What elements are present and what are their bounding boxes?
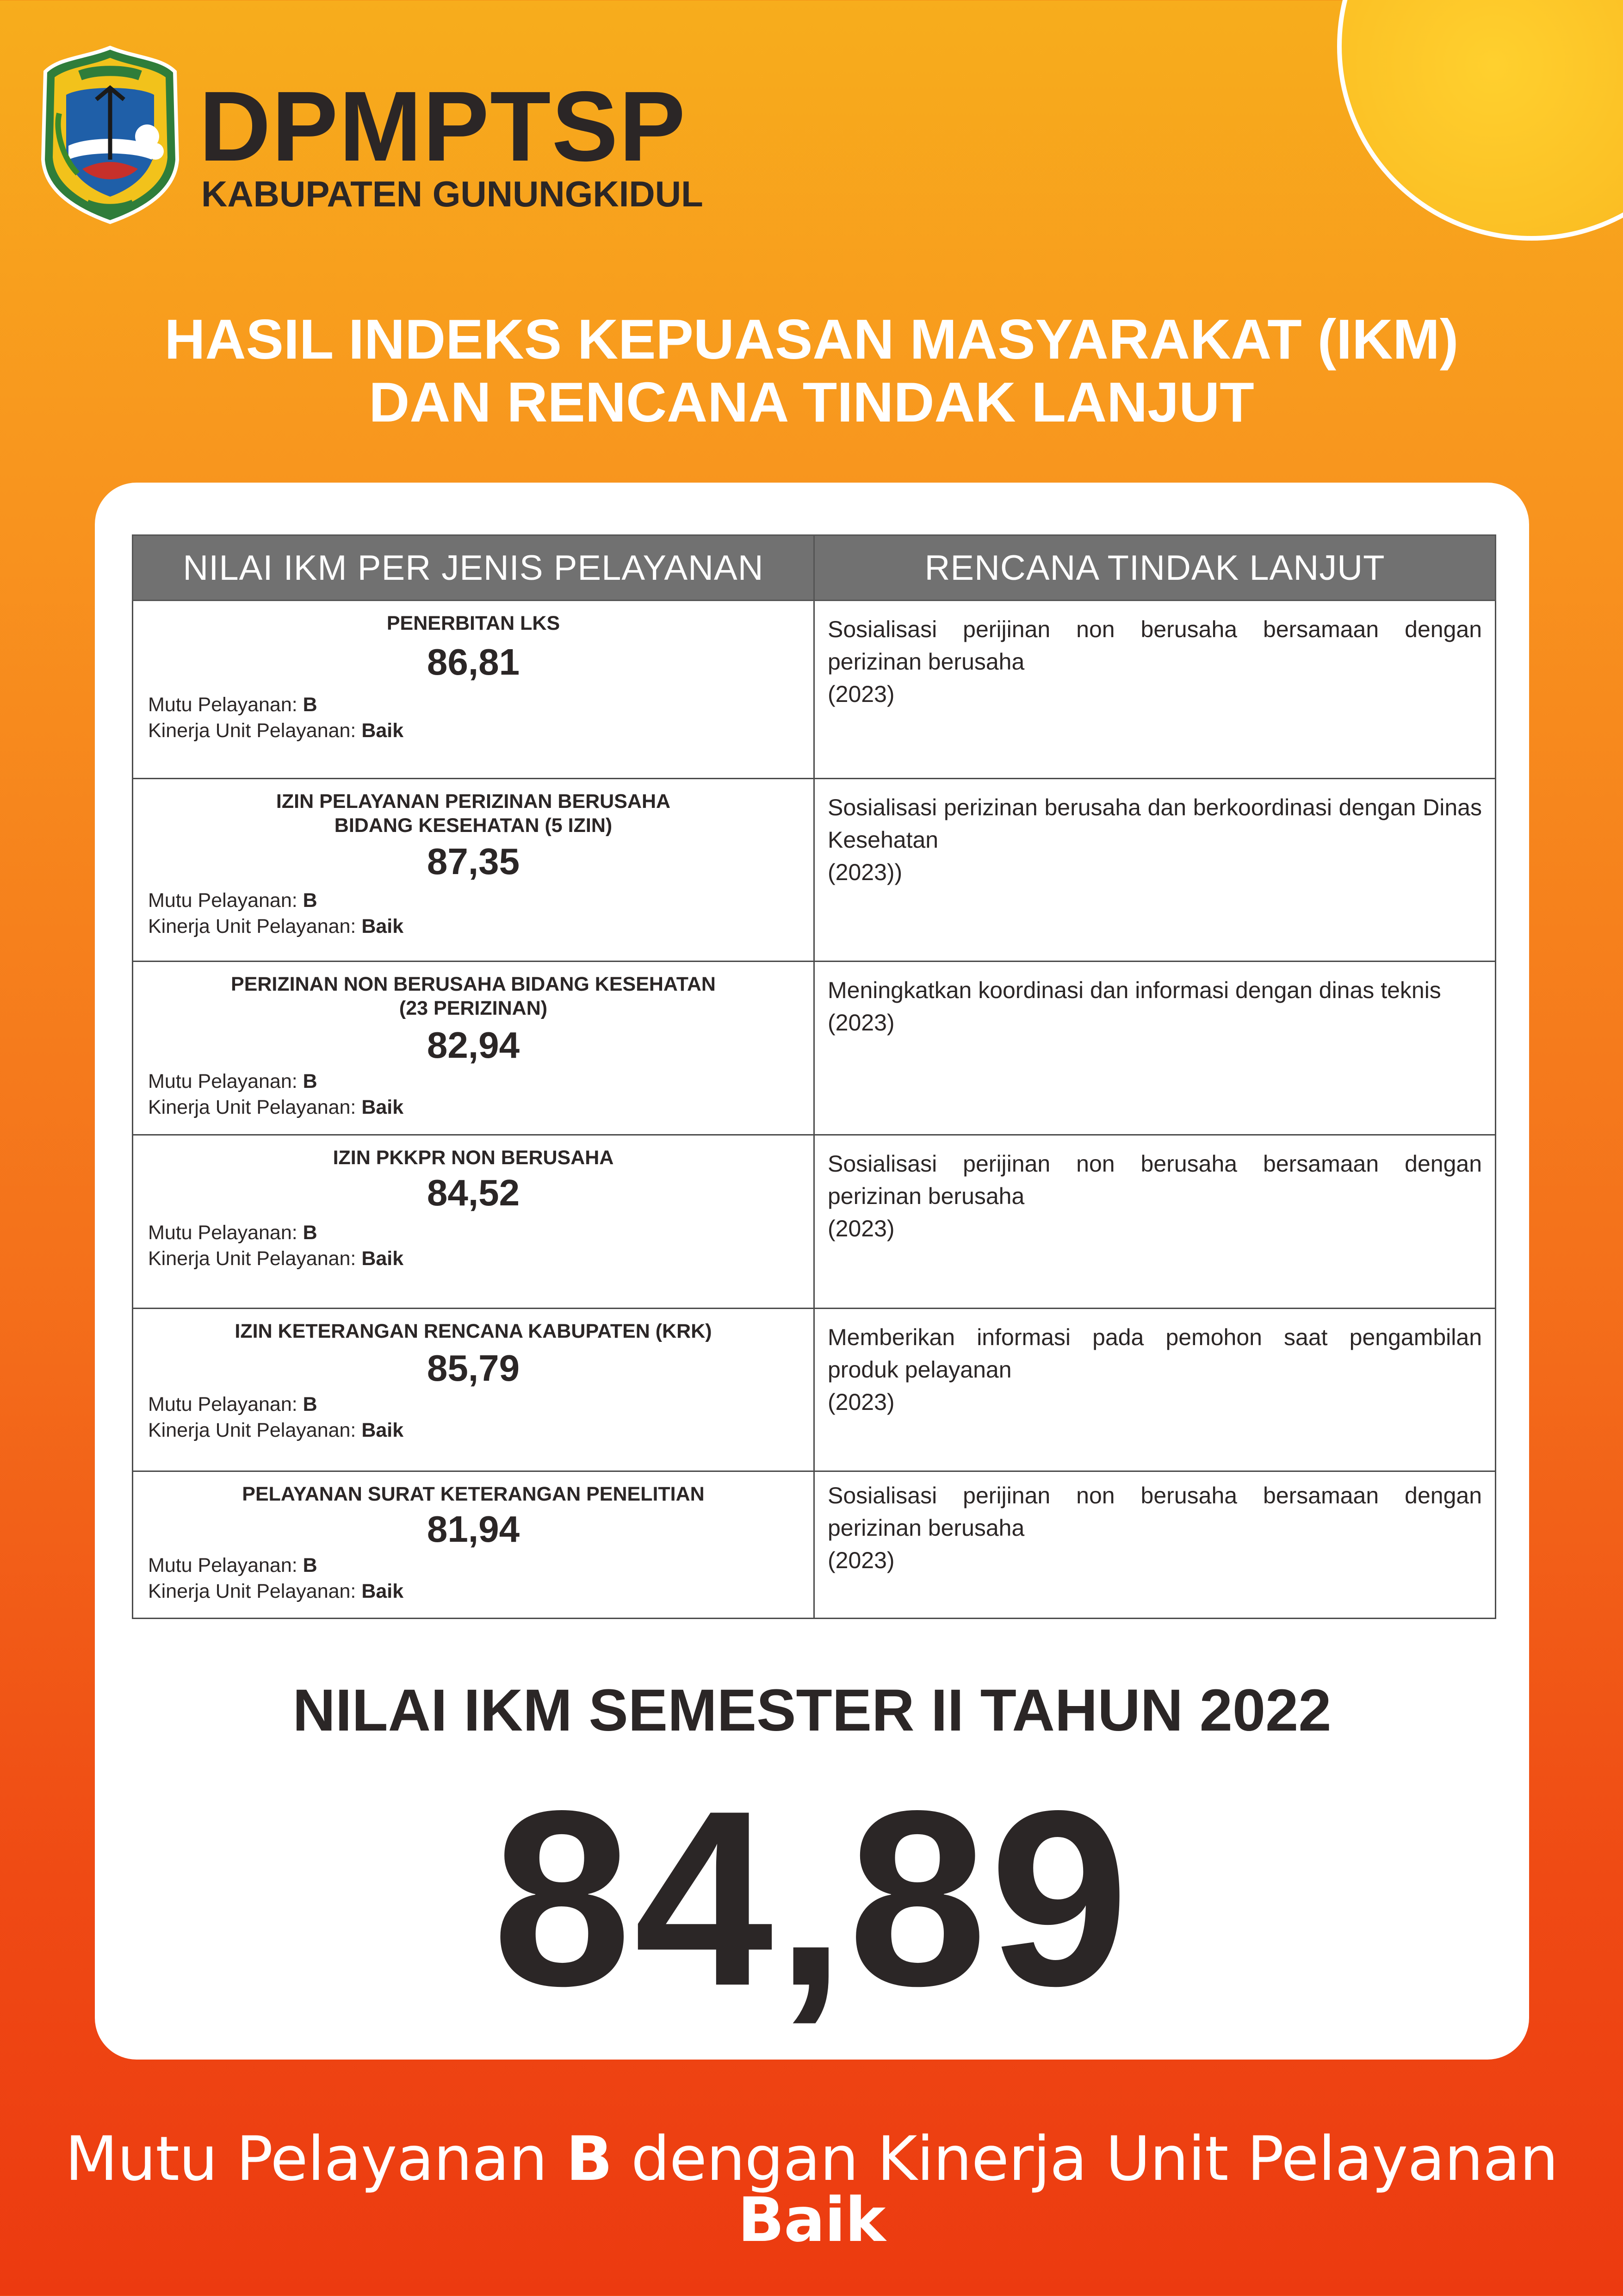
plan-cell — [814, 1135, 1496, 1309]
service-score: 86,81 — [427, 641, 520, 683]
gunungkidul-emblem-icon — [36, 44, 184, 224]
plan-year: (2023) — [828, 681, 895, 707]
footer-text: dengan Kinerja Unit Pelayanan — [612, 2123, 1558, 2195]
kinerja-value: Baik — [361, 1096, 404, 1118]
service-score: 81,94 — [427, 1508, 520, 1550]
table-row — [133, 1309, 1496, 1471]
kinerja-value: Baik — [361, 1419, 404, 1441]
kinerja-value: Baik — [361, 915, 404, 937]
service-meta — [133, 1552, 813, 1613]
plan-text — [815, 962, 1495, 1039]
headline-line-1: HASIL INDEKS KEPUASAN MASYARAKAT (IKM) — [164, 308, 1459, 371]
service-cell — [133, 1309, 814, 1471]
service-name-line: PENERBITAN LKS — [386, 612, 560, 634]
mutu-value: B — [303, 889, 317, 912]
table-row — [133, 601, 1496, 779]
service-name-line: PERIZINAN NON BERUSAHA BIDANG KESEHATAN — [231, 973, 716, 995]
plan-description: Sosialisasi perijinan non berusaha bersamaan dengan perizinan berusaha — [828, 616, 1482, 675]
mutu-label: Mutu Pelayanan: — [148, 694, 297, 716]
semester-title: NILAI IKM SEMESTER II TAHUN 2022 — [292, 1677, 1332, 1744]
mutu-label: Mutu Pelayanan: — [148, 1554, 297, 1576]
kinerja-label: Kinerja Unit Pelayanan: — [148, 1247, 356, 1270]
plan-description: Meningkatkan koordinasi dan informasi dengan dinas teknis — [828, 977, 1441, 1003]
mutu-value: B — [303, 1554, 317, 1576]
plan-text — [815, 1472, 1495, 1576]
plan-year: (2023) — [828, 1389, 895, 1415]
service-score: 87,35 — [427, 841, 520, 882]
footer-kinerja-value: Baik — [737, 2184, 886, 2256]
brand-title: DPMPTSP — [199, 70, 687, 182]
plan-year: (2023)) — [828, 859, 903, 885]
kinerja-value: Baik — [361, 1580, 404, 1602]
header-nilai-ikm: NILAI IKM PER JENIS PELAYANAN — [133, 535, 814, 601]
plan-cell — [814, 1309, 1496, 1471]
kinerja-label: Kinerja Unit Pelayanan: — [148, 1096, 356, 1118]
mutu-value: B — [303, 1222, 317, 1244]
service-cell — [133, 1471, 814, 1619]
semester-score: 84,89 — [492, 1759, 1132, 2038]
mutu-label: Mutu Pelayanan: — [148, 1222, 297, 1244]
brand-subtitle: KABUPATEN GUNUNGKIDUL — [201, 174, 703, 214]
mutu-label: Mutu Pelayanan: — [148, 1393, 297, 1415]
plan-year: (2023) — [828, 1547, 895, 1573]
service-name — [133, 1309, 813, 1343]
results-panel — [95, 483, 1529, 2060]
kinerja-value: Baik — [361, 1247, 404, 1270]
plan-cell — [814, 779, 1496, 962]
plan-text — [815, 601, 1495, 710]
service-score: 82,94 — [427, 1024, 520, 1066]
service-cell — [133, 779, 814, 962]
kinerja-value: Baik — [361, 720, 404, 742]
footer-statement — [0, 2123, 1623, 2256]
service-cell — [133, 962, 814, 1135]
service-meta — [133, 1391, 813, 1456]
service-meta — [133, 1068, 813, 1133]
plan-text — [815, 779, 1495, 888]
plan-year: (2023) — [828, 1010, 895, 1036]
service-name-line: BIDANG KESEHATAN (5 IZIN) — [334, 814, 613, 837]
mutu-value: B — [303, 1070, 317, 1092]
table-row — [133, 1471, 1496, 1619]
table-row — [133, 779, 1496, 962]
footer-mutu-value: B — [566, 2123, 613, 2195]
kinerja-label: Kinerja Unit Pelayanan: — [148, 915, 356, 937]
mutu-label: Mutu Pelayanan: — [148, 1070, 297, 1092]
kinerja-label: Kinerja Unit Pelayanan: — [148, 1419, 356, 1441]
plan-year: (2023) — [828, 1216, 895, 1241]
plan-cell — [814, 601, 1496, 779]
table-row — [133, 962, 1496, 1135]
decorative-circle — [1337, 0, 1623, 241]
service-score: 85,79 — [427, 1347, 520, 1389]
plan-text — [815, 1136, 1495, 1245]
table-row — [133, 1135, 1496, 1309]
mutu-value: B — [303, 1393, 317, 1415]
kinerja-label: Kinerja Unit Pelayanan: — [148, 1580, 356, 1602]
service-name — [133, 601, 813, 635]
service-meta — [133, 1220, 813, 1285]
service-name — [133, 1136, 813, 1170]
plan-description: Sosialisasi perizinan berusaha dan berkoordinasi dengan Dinas Kesehatan — [828, 794, 1482, 853]
service-name-line: (23 PERIZINAN) — [399, 997, 548, 1019]
kinerja-label: Kinerja Unit Pelayanan: — [148, 720, 356, 742]
service-score: 84,52 — [427, 1172, 520, 1213]
mutu-label: Mutu Pelayanan: — [148, 889, 297, 912]
service-meta — [133, 692, 813, 757]
service-meta — [133, 887, 813, 952]
service-name-line: PELAYANAN SURAT KETERANGAN PENELITIAN — [242, 1483, 705, 1505]
plan-cell — [814, 1471, 1496, 1619]
service-cell — [133, 1135, 814, 1309]
ikm-table — [132, 534, 1496, 1619]
service-name-line: IZIN KETERANGAN RENCANA KABUPATEN (KRK) — [235, 1320, 712, 1342]
plan-description: Sosialisasi perijinan non berusaha bersamaan dengan perizinan berusaha — [828, 1483, 1482, 1541]
service-name-line: IZIN PELAYANAN PERIZINAN BERUSAHA — [276, 790, 671, 813]
service-name-line: IZIN PKKPR NON BERUSAHA — [333, 1147, 614, 1169]
service-name — [133, 779, 813, 838]
headline-line-2: DAN RENCANA TINDAK LANJUT — [369, 371, 1254, 434]
plan-text — [815, 1309, 1495, 1418]
plan-cell — [814, 962, 1496, 1135]
footer-text: Mutu Pelayanan — [65, 2123, 566, 2195]
service-cell — [133, 601, 814, 779]
mutu-value: B — [303, 694, 317, 716]
service-name — [133, 1472, 813, 1506]
header-rencana-tindak-lanjut: RENCANA TINDAK LANJUT — [814, 535, 1496, 601]
service-name — [133, 962, 813, 1020]
plan-description: Sosialisasi perijinan non berusaha bersamaan dengan perizinan berusaha — [828, 1151, 1482, 1209]
plan-description: Memberikan informasi pada pemohon saat pengambilan produk pelayanan — [828, 1324, 1482, 1383]
